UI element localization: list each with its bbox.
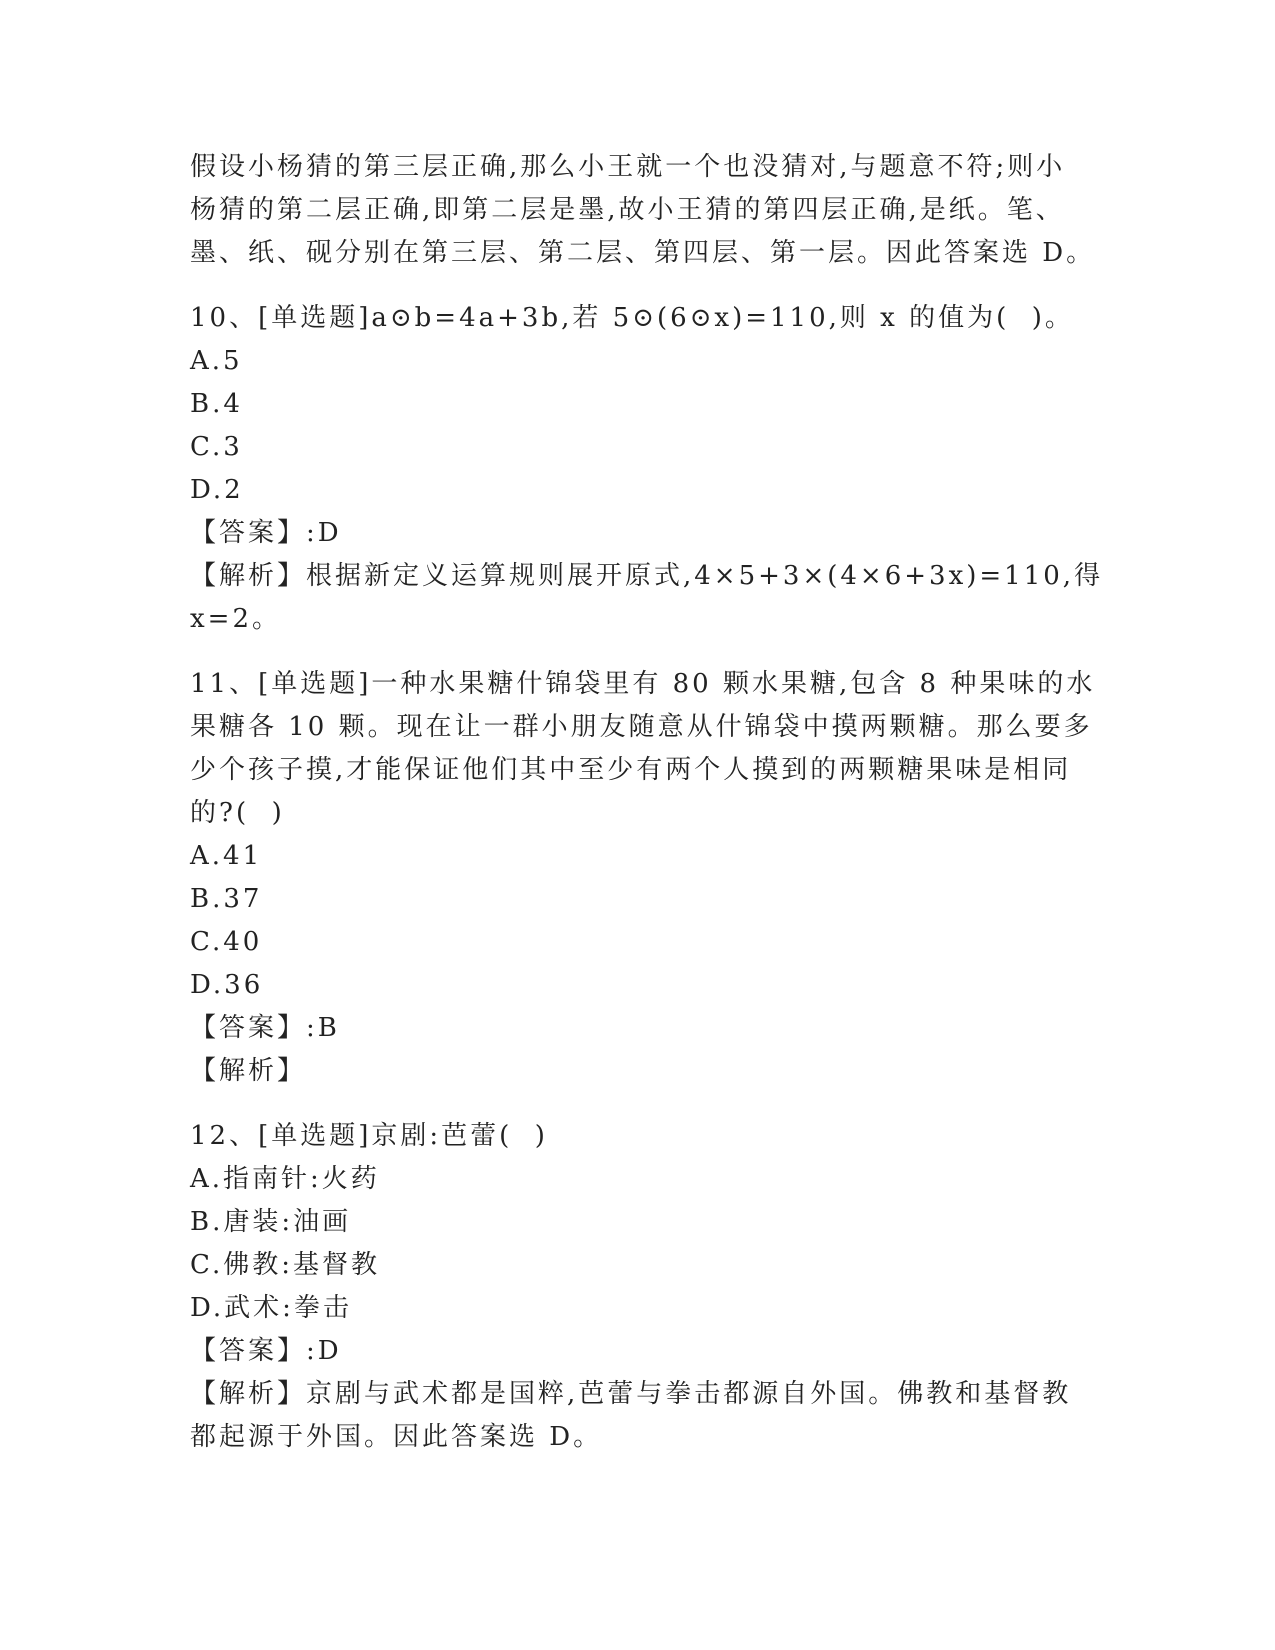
- option-c: C.3: [190, 432, 243, 462]
- analysis-line: 【解析】: [190, 1056, 307, 1086]
- option-b: B.37: [190, 884, 263, 914]
- option-a: A.指南针:火药: [190, 1164, 380, 1194]
- option-d: D.2: [190, 475, 244, 505]
- text-line: 假设小杨猜的第三层正确,那么小王就一个也没猜对,与题意不符;则小: [190, 152, 1066, 182]
- question-title: 10、[单选题]a⊙b=4a+3b,若 5⊙(6⊙x)=110,则 x 的值为( )。: [190, 303, 1074, 333]
- question-title: 11、[单选题]一种水果糖什锦袋里有 80 颗水果糖,包含 8 种果味的水: [190, 669, 1096, 699]
- option-d: D.36: [190, 970, 264, 1000]
- option-b: B.4: [190, 389, 243, 419]
- question-11: [190, 663, 1096, 1093]
- question-title: 12、[单选题]京剧:芭蕾( ): [190, 1121, 548, 1151]
- option-a: A.41: [190, 841, 263, 871]
- question-12: [190, 1115, 1090, 1459]
- document-page: [190, 146, 1104, 1459]
- answer-line: 【答案】:D: [190, 1336, 342, 1366]
- answer-line: 【答案】:B: [190, 1013, 340, 1043]
- option-c: C.佛教:基督教: [190, 1250, 380, 1280]
- text-line: 杨猜的第二层正确,即第二层是墨,故小王猜的第四层正确,是纸。笔、: [190, 195, 1065, 225]
- answer-line: 【答案】:D: [190, 518, 342, 548]
- analysis-line: 【解析】根据新定义运算规则展开原式,4×5+3×(4×6+3x)=110,得: [190, 561, 1104, 591]
- question-title-cont: 的?( ): [190, 798, 285, 828]
- option-a: A.5: [190, 346, 243, 376]
- question-title-cont: 少个孩子摸,才能保证他们其中至少有两个人摸到的两颗糖果味是相同: [190, 755, 1072, 785]
- option-c: C.40: [190, 927, 263, 957]
- option-b: B.唐装:油画: [190, 1207, 352, 1237]
- text-line: 墨、纸、砚分别在第三层、第二层、第四层、第一层。因此答案选 D。: [190, 238, 1096, 268]
- analysis-line: 都起源于外国。因此答案选 D。: [190, 1422, 603, 1452]
- option-d: D.武术:拳击: [190, 1293, 352, 1323]
- analysis-line: x=2。: [190, 604, 281, 634]
- question-title-cont: 果糖各 10 颗。现在让一群小朋友随意从什锦袋中摸两颗糖。那么要多: [190, 712, 1093, 742]
- question-10: [190, 297, 1104, 641]
- intro-explanation: [190, 146, 1096, 275]
- analysis-line: 【解析】京剧与武术都是国粹,芭蕾与拳击都源自外国。佛教和基督教: [190, 1379, 1072, 1409]
